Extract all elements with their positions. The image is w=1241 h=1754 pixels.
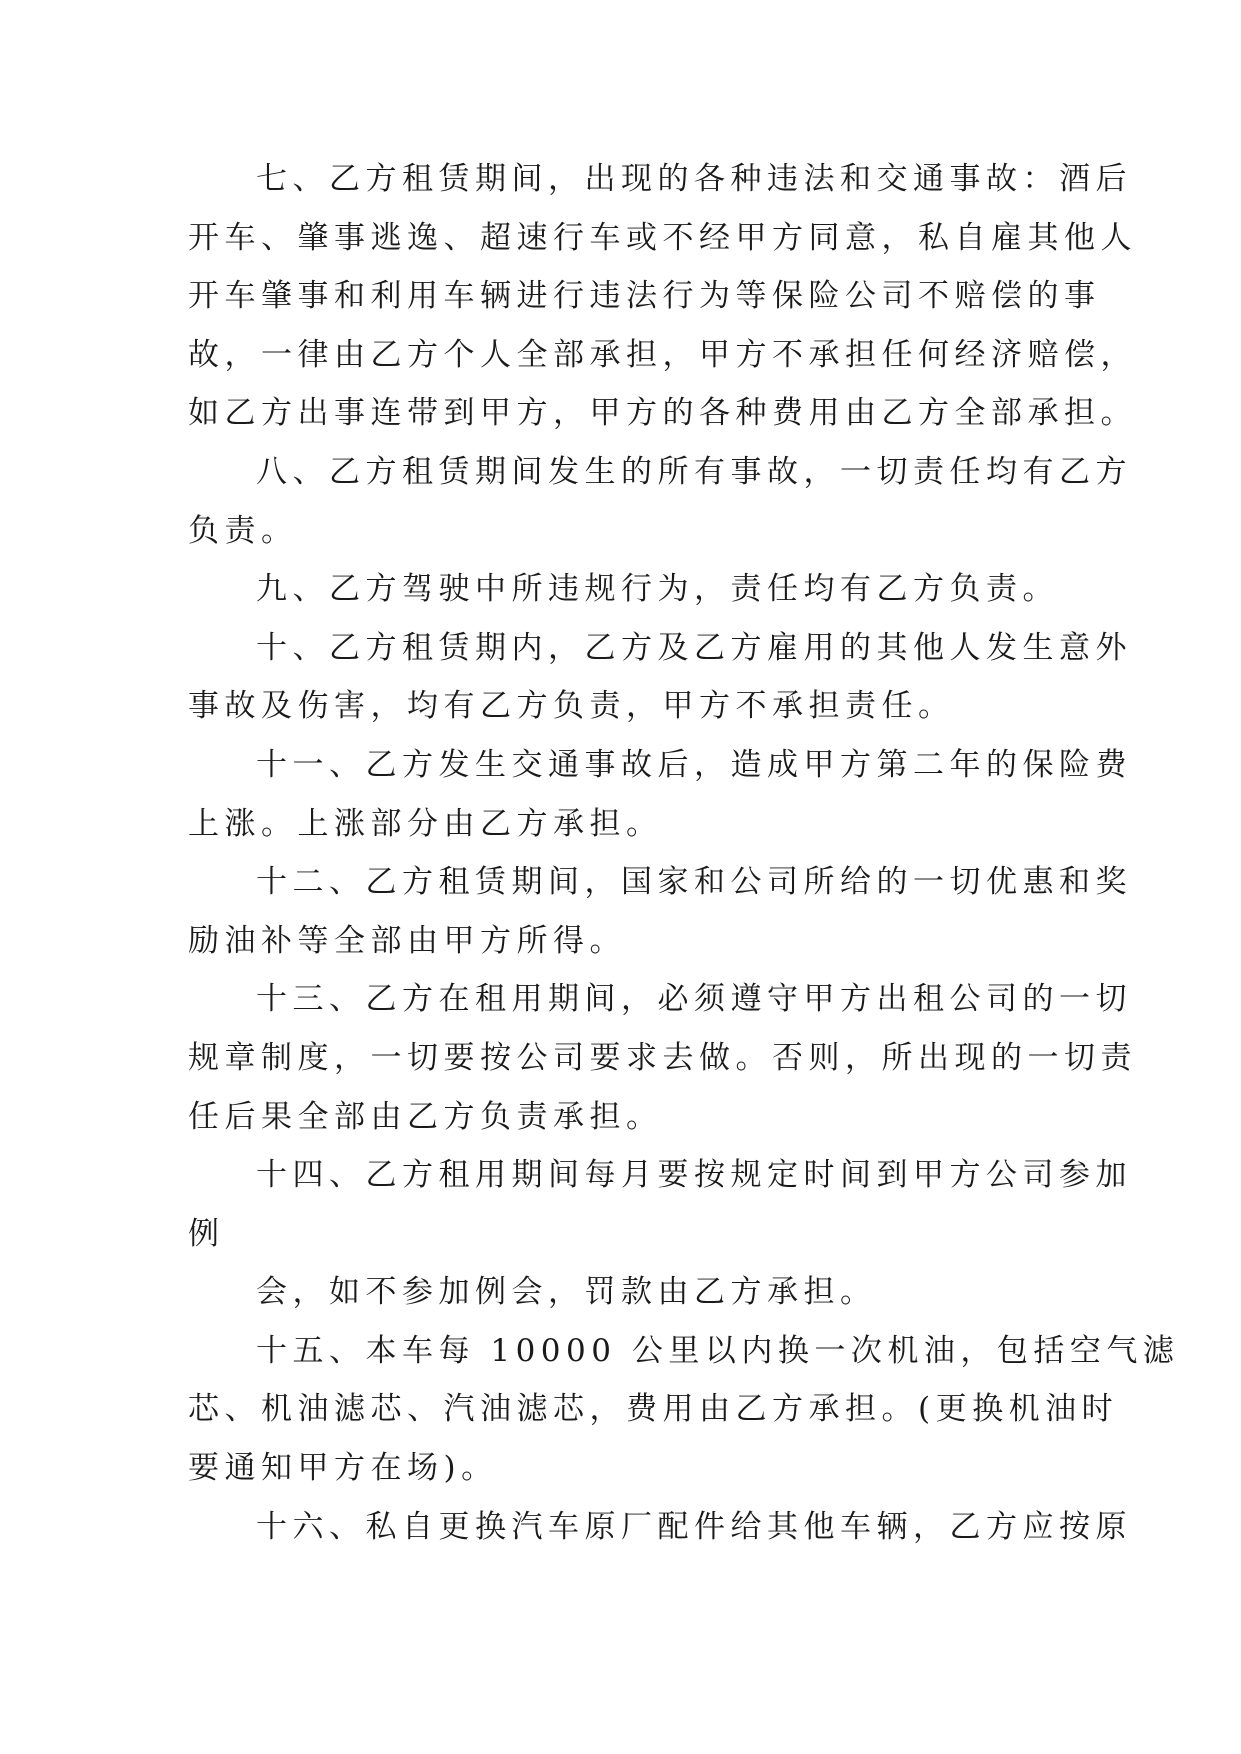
clause-13-line-2: 规章制度，一切要按公司要求去做。否则，所出现的一切责 <box>188 1039 1137 1076</box>
clause-11-line-1: 十一、乙方发生交通事故后，造成甲方第二年的保险费 <box>256 746 1132 783</box>
clause-12-line-2: 励油补等全部由甲方所得。 <box>188 922 626 959</box>
clause-7-line-3: 开车肇事和利用车辆进行违法行为等保险公司不赔偿的事 <box>188 278 1101 315</box>
clause-14-line-1: 十四、乙方租用期间每月要按规定时间到甲方公司参加 <box>256 1157 1132 1194</box>
clause-7-line-5: 如乙方出事连带到甲方，甲方的各种费用由乙方全部承担。 <box>188 395 1137 432</box>
clause-9-line-1: 九、乙方驾驶中所违规行为，责任均有乙方负责。 <box>256 571 1059 608</box>
clause-14-line-3: 会，如不参加例会，罚款由乙方承担。 <box>256 1274 877 1311</box>
clause-14-line-2: 例 <box>188 1215 225 1252</box>
clause-13-line-3: 任后果全部由乙方负责承担。 <box>188 1098 663 1135</box>
clause-10-line-1: 十、乙方租赁期内，乙方及乙方雇用的其他人发生意外 <box>256 629 1132 666</box>
clause-10-line-2: 事故及伤害，均有乙方负责，甲方不承担责任。 <box>188 688 955 725</box>
contract-text <box>188 150 1180 1556</box>
clause-16-line-1: 十六、私自更换汽车原厂配件给其他车辆，乙方应按原 <box>256 1508 1132 1545</box>
clause-15-line-2: 芯、机油滤芯、汽油滤芯，费用由乙方承担。(更换机油时 <box>188 1391 1119 1428</box>
clause-11-line-2: 上涨。上涨部分由乙方承担。 <box>188 805 663 842</box>
clause-13-line-1: 十三、乙方在租用期间，必须遵守甲方出租公司的一切 <box>256 981 1132 1018</box>
clause-7-line-2: 开车、肇事逃逸、超速行车或不经甲方同意，私自雇其他人 <box>188 219 1137 256</box>
clause-8-line-1: 八、乙方租赁期间发生的所有事故，一切责任均有乙方 <box>256 453 1132 490</box>
clause-8-line-2: 负责。 <box>188 512 298 549</box>
clause-15-line-1: 十五、本车每 10000 公里以内换一次机油，包括空气滤 <box>256 1332 1180 1369</box>
clause-15-line-3: 要通知甲方在场)。 <box>188 1450 498 1487</box>
clause-7-line-4: 故，一律由乙方个人全部承担，甲方不承担任何经济赔偿， <box>188 336 1137 373</box>
clause-7-line-1: 七、乙方租赁期间，出现的各种违法和交通事故：酒后 <box>256 161 1132 197</box>
clause-12-line-1: 十二、乙方租赁期间，国家和公司所给的一切优惠和奖 <box>256 864 1132 901</box>
